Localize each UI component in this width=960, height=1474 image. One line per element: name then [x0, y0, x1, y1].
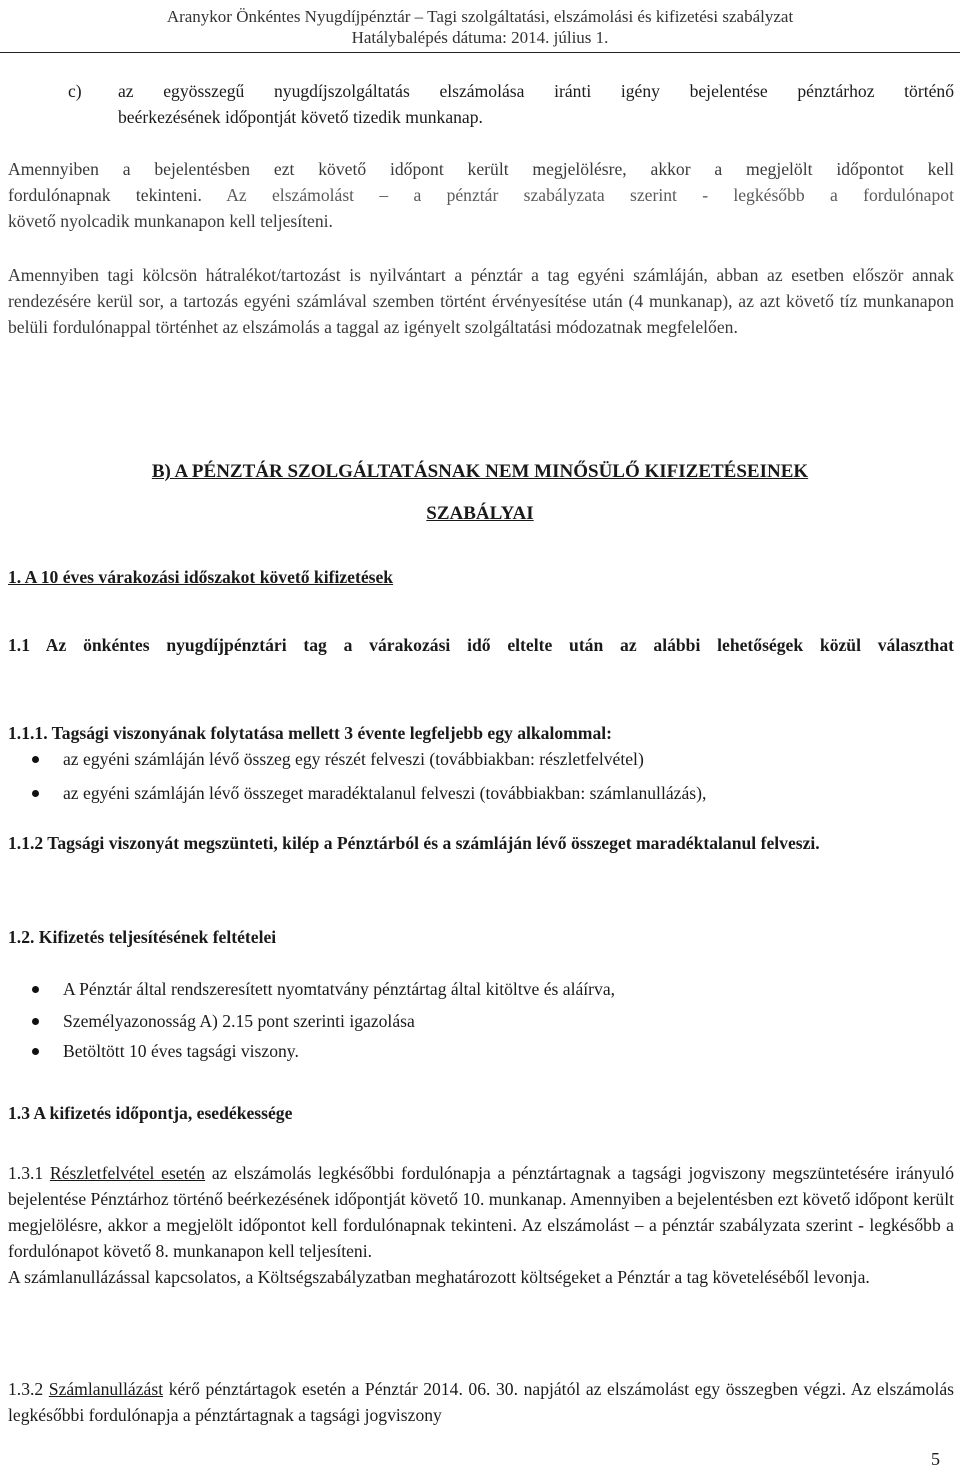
header-divider: [0, 52, 960, 53]
heading-1-1-1: 1.1.1. Tagsági viszonyának folytatása mellett 3 évente legfeljebb egy alkalommal:: [8, 723, 613, 743]
p131-number: 1.3.1: [8, 1163, 44, 1183]
paragraph-1-3-2: [8, 1376, 954, 1428]
bullet-dot: [32, 1048, 39, 1055]
paragraph-tagi-kolcson: Amennyiben tagi kölcsön hátralékot/tartozást is nyilvántart a pénztár a tag egyéni számláján, abban az esetben először annak rendezésére kerül sor, a tartozás egyéni számlával szemben történt érvényesítése után (4 munkanap), az azt követő tíz munkanapon belüli fordulónappal történhet az elszámolás a taggal az igényelt szolgáltatási módozatnak megfelelően.: [8, 265, 954, 337]
header-effective-date: Hatálybalépés dátuma: 2014. július 1.: [351, 28, 609, 47]
p131-extra: A számlanullázással kapcsolatos, a Költségszabályzatban meghatározott költségeket a Pénztár a tag követeléséből levonja.: [8, 1267, 870, 1287]
bullet-dot: [32, 1018, 39, 1025]
p132-number: 1.3.2: [8, 1379, 44, 1399]
p132-text: kérő pénztártagok esetén a Pénztár 2014. 06. 30. napjától az elszámolást egy összegben végzi. Az elszámolás legkésőbbi fordulónapja a pénztártagnak a tagsági jogviszony: [8, 1379, 954, 1425]
p132-link: Számlanullázást: [48, 1379, 164, 1399]
item-c-line1: az egyösszegű nyugdíjszolgáltatás elszámolása iránti igény bejelentése pénztárhoz történő: [118, 81, 954, 101]
item-c: [8, 78, 954, 130]
heading-1-1: 1.1 Az önkéntes nyugdíjpénztári tag a várakozási idő eltelte után az alábbi lehetőségek közül választhat: [8, 635, 954, 655]
page-header: [0, 0, 960, 48]
header-title: Aranykor Önkéntes Nyugdíjpénztár – Tagi szolgáltatási, elszámolási és kifizetési szabályzat: [166, 7, 794, 26]
p131-link: Részletfelvétel esetén: [49, 1163, 206, 1183]
heading-1-2: 1.2. Kifizetés teljesítésének feltételei: [8, 927, 277, 947]
section-b-title-line2: SZABÁLYAI: [426, 503, 534, 524]
item-c-label: c): [68, 81, 82, 101]
page-number: 5: [931, 1449, 940, 1469]
para1-line2a: fordulónapnak tekinteni.: [8, 185, 202, 205]
item-c-line2: beérkezésének időpontját követő tizedik munkanap.: [118, 107, 483, 127]
p131-text: az elszámolás legkésőbbi fordulónapja a pénztártagnak a tagsági jogviszony megszüntetésére irányuló bejelentése Pénztárhoz történő beérkezésének időpontját követő 10. munkanap. Amennyiben a bejelentésben ezt követő időpont került megjelölésre, akkor a megjelölt időpontot kell fordulónapnak tekinteni. Az elszámolást – a pénztár szabályzata szerint - legkésőbb a fordulónapot követő 8. munkanapon kell teljesíteni.: [8, 1163, 955, 1261]
para1-line1: Amennyiben a bejelentésben ezt követő időpont került megjelölésre, akkor a megjelölt időpontot kell: [8, 159, 954, 179]
heading-1: 1. A 10 éves várakozási időszakot követő kifizetések: [8, 567, 394, 587]
bullet-dot: [32, 986, 39, 993]
bullet-dot: [32, 790, 39, 797]
para1-line2b: Az elszámolást – a pénztár szabályzata szerint - legkésőbb a fordulónapot: [226, 185, 954, 205]
document-page: Aranykor Önkéntes Nyugdíjpénztár – Tagi szolgáltatási, elszámolási és kifizetési szabályzat Hatálybalépés dátuma: 2014. július 1. c) az egyösszegű nyugdíjszolgáltatás elszámolása iránti igény bejelentése pénztárhoz történő beérkezésének időpontját követő tizedik munkanap. Amennyiben a bejelentésben ezt követő időpont került megjelölésre, akkor a megjelölt időpontot kell fordulónapnak tekinteni. Az elszámolást – a pénztár szabályzata szerint - legkésőbb a fordulónapot követő nyolcadik munkanapon kell teljesíteni. Amennyiben tagi kölcsön hátralékot/tartozást is nyilvántart a pénztár a tag egyéni számláján, abban az esetben először annak rendezésére kerül sor, a tartozás egyéni számlával szemben történt érvényesítése után (4 munkanap), az azt követő tíz munkanapon belüli fordulónappal történhet az elszámolás a taggal az igényelt szolgáltatási módozatnak megfelelően. B) A PÉNZTÁR SZOLGÁLTATÁSNAK NEM MINŐSÜLŐ KIFIZETÉSEINEK SZABÁLYAI 1. A 10 éves várakozási időszakot követő kifizetések 1.1 Az önkéntes nyugdíjpénztári tag a várakozási idő eltelte után az alábbi lehetőségek közül választhat 1.1.1. Tagsági viszonyának folytatása mellett 3 évente legfeljebb egy alkalommal: az egyéni számláján lévő összeg egy részét felveszi (továbbiakban: részletfelvétel) az egyéni számláján lévő összeget maradéktalanul felveszi (továbbiakban: számlanullázás), 1.1.2 Tagsági viszonyát megszünteti, kilép a Pénztárból és a számláján lévő összeget maradéktalanul felveszi. 1.2. Kifizetés teljesítésének feltételei A Pénztár által rendszeresített nyomtatvány pénztártag által kitöltve és aláírva, Személyazonosság A) 2.15 pont szerinti igazolása Betöltött 10 éves tagsági viszony. 1.3 A kifizetés időpontja, esedékessége 1.3.1 Részletfelvétel esetén az elszámolás legkésőbbi fordulónapja a pénztártagnak a tagsági jogviszony megszüntetésére irányuló bejelentése Pénztárhoz történő beérkezésének időpontját követő 10. munkanap. Amennyiben a bejelentésben ezt követő időpont került megjelölésre, akkor a megjelölt időpontot kell fordulónapnak tekinteni. Az elszámolást – a pénztár szabályzata szerint - legkésőbb a fordulónapot követő 8. munkanapon kell teljesíteni. A számlanullázással kapcsolatos, a Költségszabályzatban meghatározott költségeket a Pénztár a tag követeléséből levonja. 1.3.2 Számlanullázást kérő pénztártagok esetén a Pénztár 2014. 06. 30. napjától az elszámolást egy összegben végzi. Az elszámolás legkésőbbi fordulónapja a pénztártagnak a tagsági jogviszony 5: [0, 0, 960, 1474]
bullet-dot: [32, 756, 39, 763]
para1-line2: [8, 182, 954, 208]
paragraph-1-3-1: [8, 1160, 954, 1290]
heading-1-1-2: 1.1.2 Tagsági viszonyát megszünteti, kilép a Pénztárból és a számláján lévő összeget maradéktalanul felveszi.: [8, 833, 820, 853]
para1-line3: követő nyolcadik munkanapon kell teljesíteni.: [8, 211, 333, 231]
paragraph-fordulonap: [8, 156, 954, 234]
section-b-title-line1: B) A PÉNZTÁR SZOLGÁLTATÁSNAK NEM MINŐSÜLŐ KIFIZETÉSEINEK: [151, 461, 809, 482]
heading-1-3: 1.3 A kifizetés időpontja, esedékessége: [8, 1103, 293, 1123]
